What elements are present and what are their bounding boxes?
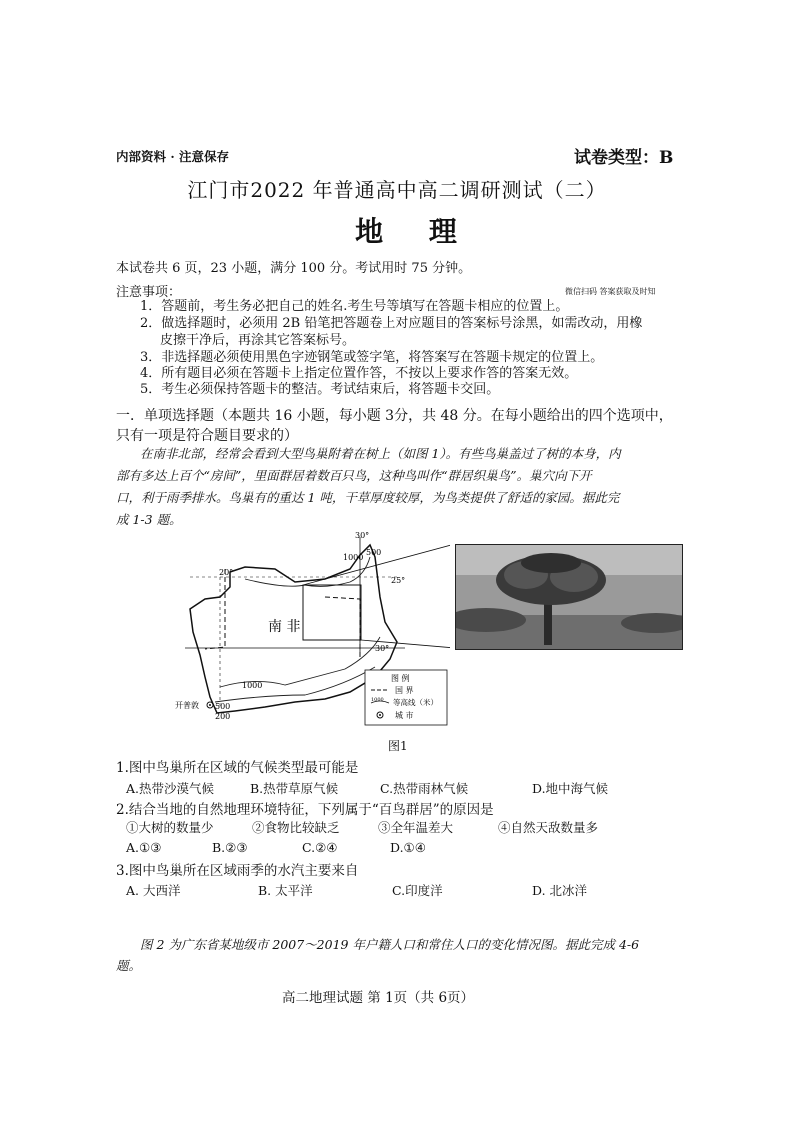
lon-label: 20° (219, 568, 234, 577)
note-item: 4．所有题目必须在答题卡上指定位置作答，不按以上要求作答的答案无效。 (140, 366, 578, 381)
option-b: B.热带草原气候 (250, 781, 339, 796)
option-b: B.②③ (212, 840, 248, 855)
legend-city: 城 市 (395, 711, 414, 720)
question-stem: 3.图中鸟巢所在区域雨季的水汽主要来自 (116, 863, 359, 879)
passage-line: 图 2 为广东省某地级市 2007～2019 年户籍人口和常住人口的变化情况图。据此完成 4-6 (140, 937, 640, 952)
note-item: 5．考生必须保持答题卡的整洁。考试结束后，将答题卡交回。 (140, 382, 500, 397)
figure-caption: 图1 (388, 739, 408, 753)
south-africa-map (175, 527, 450, 727)
lat-label: 30° (375, 644, 390, 653)
option-d: D.地中海气候 (532, 781, 609, 796)
statement-item: ③全年温差大 (378, 820, 454, 835)
option-c: C.热带雨林气候 (380, 781, 469, 796)
contour-label: 200 (215, 712, 231, 721)
option-a: A. 大西洋 (126, 883, 181, 898)
paper-type-label: 试卷类型：B (574, 148, 674, 168)
statement-item: ④自然天敌数量多 (498, 820, 599, 835)
question-stem: 2.结合当地的自然地理环境特征，下列属于“百鸟群居”的原因是 (116, 802, 494, 818)
legend-contour-value: 1000 (371, 697, 384, 703)
page-footer: 高二地理试题 第 1页（共 6页） (282, 990, 475, 1006)
city-label: 开普敦 (175, 701, 199, 710)
exam-intro: 本试卷共 6 页，23 小题，满分 100 分。考试用时 75 分钟。 (116, 261, 472, 276)
passage-line: 成 1-3 题。 (116, 512, 182, 527)
notes-heading: 注意事项： (116, 285, 182, 300)
option-d: D. 北冰洋 (532, 883, 588, 898)
legend-border: 国 界 (395, 686, 414, 695)
lat-label: 25° (391, 576, 406, 585)
contour-label: 500 (215, 702, 231, 711)
passage-line: 部有多达上百个“房间”，里面群居着数百只鸟，这种鸟叫作“群居织巢鸟”。巢穴向下开 (116, 468, 592, 483)
option-a: A.热带沙漠气候 (126, 781, 215, 796)
passage-line: 口，利于雨季排水。鸟巢有的重达 1 吨，干草厚度较厚，为鸟类提供了舒适的家园。据此完 (116, 490, 620, 505)
option-a: A.①③ (126, 840, 162, 855)
map-legend (365, 670, 447, 725)
subject-title: 地 理 (355, 215, 475, 248)
contour-label: 500 (366, 548, 382, 557)
legend-title: 图 例 (391, 674, 410, 683)
exam-title: 江门市2022 年普通高中高二调研测试（二） (187, 178, 607, 202)
note-item: 3．非选择题必须使用黑色字迹钢笔或签字笔，将答案写在答题卡规定的位置上。 (140, 350, 604, 365)
note-item: 2．做选择题时，必须用 2B 铅笔把答题卷上对应题目的答案标号涂黑，如需改动，用橡 (140, 316, 643, 331)
question-stem: 1.图中鸟巢所在区域的气候类型最可能是 (116, 760, 359, 776)
section-heading: 一．单项选择题（本题共 16 小题，每小题 3分，共 48 分。在每小题给出的四个选项中，只有一项是符合题目要求的） (116, 408, 673, 444)
option-c: C.②④ (302, 840, 338, 855)
scan-note: 微信扫码 答案获取及时知 (565, 287, 656, 296)
option-d: D.①④ (390, 840, 426, 855)
option-c: C.印度洋 (392, 883, 443, 898)
lat-label: 30° (355, 531, 370, 540)
country-label: 南 非 (268, 619, 301, 635)
header-left-label: 内部资料 · 注意保存 (116, 149, 230, 164)
option-b: B. 太平洋 (258, 883, 313, 898)
legend-contour: 等高线（米） (393, 698, 438, 707)
note-item: 1．答题前，考生务必把自己的姓名.考生号等填写在答题卡相应的位置上。 (140, 299, 569, 314)
passage-line: 在南非北部，经常会看到大型鸟巢附着在树上（如图 1）。有些鸟巢盖过了树的本身，内 (140, 446, 621, 461)
passage-line: 题。 (116, 958, 142, 973)
bird-nest-photo (455, 544, 683, 650)
note-item: 皮擦干净后，再涂其它答案标号。 (160, 333, 356, 348)
statement-item: ①大树的数量少 (126, 820, 214, 835)
contour-label: 1000 (242, 681, 263, 690)
contour-label: 1000 (343, 553, 364, 562)
statement-item: ②食物比较缺乏 (252, 820, 340, 835)
